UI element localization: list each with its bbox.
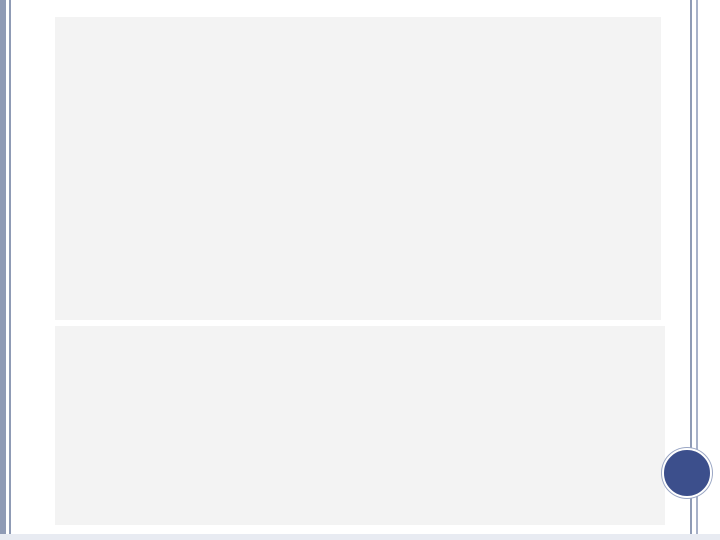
slide-frame-left-inner [9,0,11,540]
row-operations-panel [55,17,661,320]
slide-frame-bottom [0,534,720,540]
back-substitution-panel [55,326,665,525]
slide-number-badge [662,448,712,498]
slide-frame-left [0,0,6,540]
